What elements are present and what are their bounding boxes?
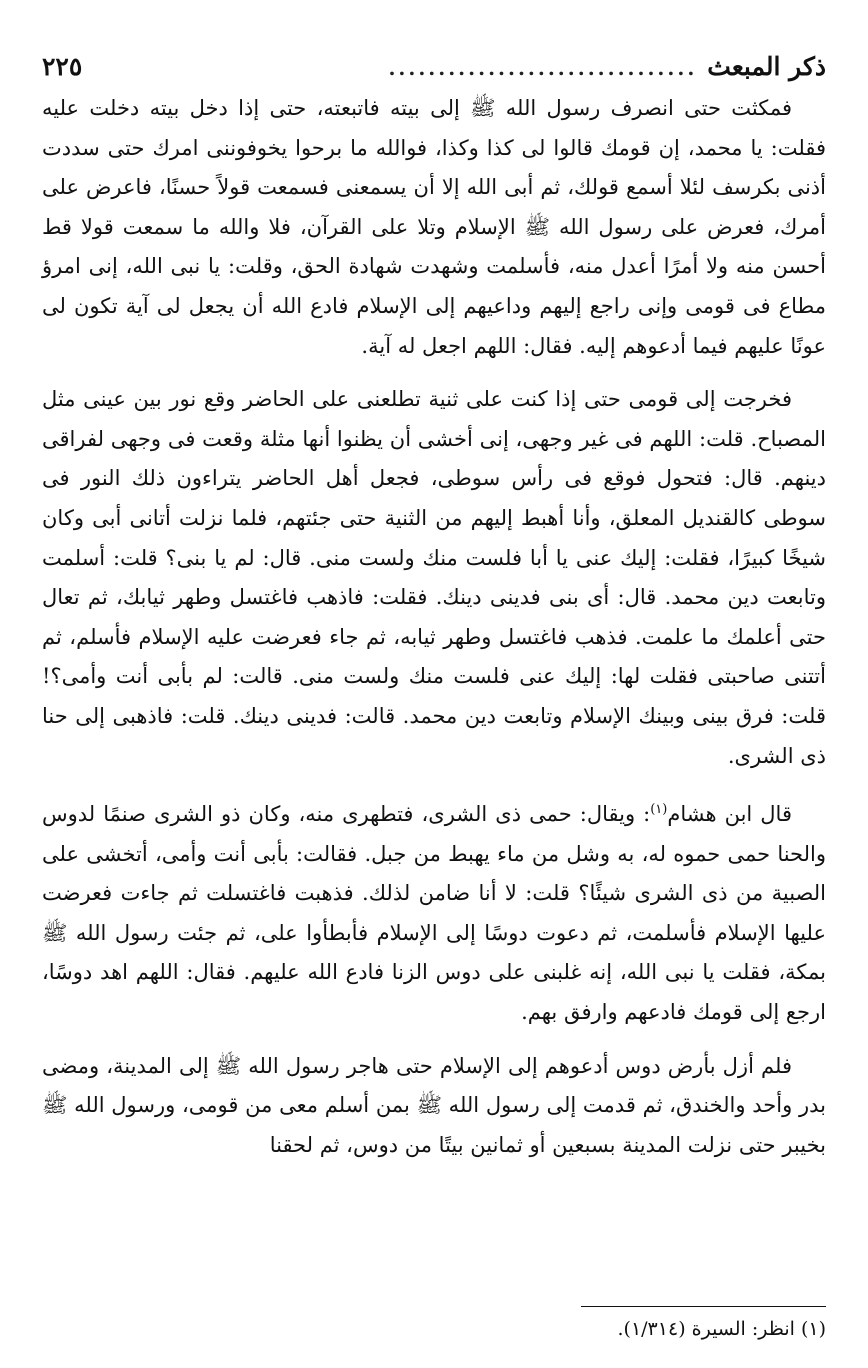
running-header [42, 50, 826, 85]
paragraph-3-body: ويقال: حمى ذى الشرى، فتطهرى منه، وكان ذو الشرى صنمًا لدوس والحنا حمى حموه له، به وشل من ماء يهبط من جبل. فقالت: بأبى أنت وأمى، أتخشى على الصبية من ذى الشرى شيئًا؟ قلت: لا أنا ضامن لذلك. فذهبت فاغتسلت ثم جاءت فعرضت عليها الإسلام فأسلمت، ثم دعوت دوسًا إلى الإسلام فأبطأوا على، ثم جئت رسول الله ﷺ بمكة، فقلت يا نبى الله، إنه غلبنى على دوس الزنا فادع الله عليهم. فقال: اللهم اهد دوسًا، ارجع إلى قومك فادعهم وارفق بهم. [42, 802, 826, 1025]
paragraph-4: فلم أزل بأرض دوس أدعوهم إلى الإسلام حتى هاجر رسول الله ﷺ إلى المدينة، ومضى بدر وأحد والخندق، ثم قدمت إلى رسول الله ﷺ بمن أسلم معى من قومى، ورسول الله ﷺ بخيبر حتى نزلت المدينة بسبعين أو ثمانين بيتًا من دوس، ثم لحقنا [42, 1053, 826, 1157]
footnote: (١) انظر: السيرة (١/٣١٤). [617, 1318, 826, 1340]
footnote-divider [581, 1306, 826, 1307]
paragraph-3 [42, 790, 826, 1033]
footnote-marker: (١) [650, 802, 668, 818]
paragraph-1: فمكثت حتى انصرف رسول الله ﷺ إلى بيته فاتبعته، حتى إذا دخل بيته دخلت عليه فقلت: يا محمد، إن قومك قالوا لى كذا وكذا، فوالله ما برحوا يخوفوننى امرك حتى سددت أذنى بكرسف لئلا أسمع قولك، ثم أبى الله إلا أن يسمعنى فسمعت قولاً حسنًا، فاعرض على أمرك، فعرض على رسول الله ﷺ الإسلام وتلا على القرآن، فلا والله ما سمعت قولا قط أحسن منه ولا أمرًا أعدل منه، فأسلمت وشهدت شهادة الحق، وقلت: يا نبى الله، إنى امرؤ مطاع فى قومى وإنى راجع إليهم وداعيهم إلى الإسلام فادع الله أن يجعل لى آية تكون لى عونًا عليهم فيما أدعوهم إليه. فقال: اللهم اجعل له آية. [42, 96, 826, 358]
page-number: ٢٢٥ [42, 52, 83, 81]
paragraph-3-prefix: قال ابن هشام [667, 802, 792, 827]
header-leader-dots: ............................... [388, 56, 698, 80]
paragraph-2: فخرجت إلى قومى حتى إذا كنت على ثنية تطلعنى على الحاضر وقع نور بين عينى مثل المصباح. قلت: اللهم فى غير وجهى، إنى أخشى أن يظنوا أنها مثلة وقعت فى وجهى لفراقى دينهم. قال: فتحول فوقع فى رأس سوطى، فجعل أهل الحاضر يتراءون ذلك النور فى سوطى كالقنديل المعلق، وأنا أهبط إليهم من الثنية حتى جئتهم، فلما نزلت أتانى أبى وكان شيخًا كبيرًا، فقلت: إليك عنى يا أبا فلست منك ولست منى. قال: لم يا بنى؟ قلت: أسلمت وتابعت دين محمد. قال: أى بنى فدينى دينك. فقلت: فاذهب فاغتسل وطهر ثيابك، ثم تعال حتى أعلمك ما علمت. فذهب فاغتسل وطهر ثيابه، ثم جاء فعرضت عليه الإسلام فأسلم، ثم أتتنى صاحبتى فقلت لها: إليك عنى فلست منك ولست منى. قالت: لم بأبى أنت وأمى؟! قلت: فرق بينى وبينك الإسلام وتابعت دين محمد. قالت: فدينى دينك. قلت: فاذهبى إلى حنا ذى الشرى. [42, 387, 826, 768]
chapter-title: ذكر المبعث [707, 52, 826, 81]
paragraph-3-colon: : [635, 802, 651, 827]
